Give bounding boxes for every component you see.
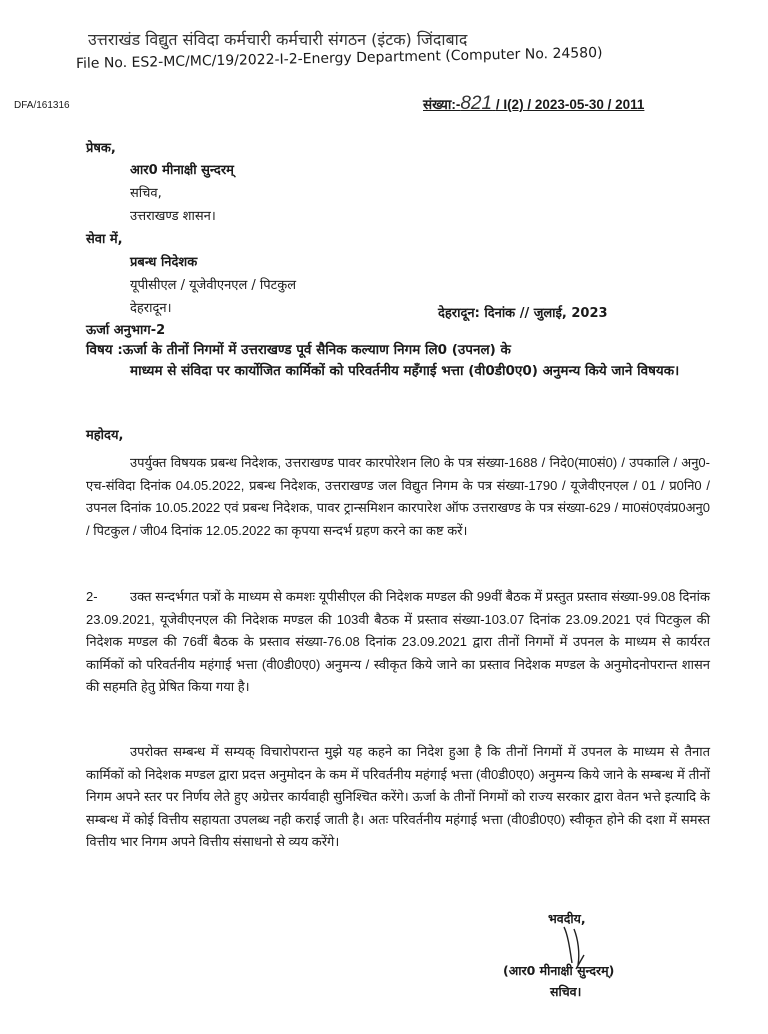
sender-label: प्रेषक,	[86, 141, 116, 156]
recipient-city: देहरादून।	[130, 301, 172, 316]
sender-name: आर0 मीनाक्षी सुन्दरम्	[130, 163, 234, 178]
valediction: भवदीय,	[548, 911, 586, 926]
sender-designation: सचिव,	[130, 186, 162, 201]
paragraph-2: 2- उक्त सन्दर्भगत पत्रों के माध्यम से कमशः यूपीसीएल की निदेशक मण्डल की 99वीं बैठक में प्रस्तुत प्रस्ताव संख्या-99.08 दिनांक 23.09.2021, यूजेवीएनएल की निदेशक मण्डल की 103वी बैठक में प्रस्ताव संख्या-103.07 दिनांक 23.09.2021 एवं पिटकुल की निदेशक मण्डल की 76वीं बैठक के प्रस्ताव संख्या-76.08 दिनांक 23.09.2021 द्वारा तीनों निगमों में उपनल के माध्यम से कार्यरत कार्मिकों को परिवर्तनीय महंगाई भत्ता (वी0डी0ए0) अनुमन्य / स्वीकृत किये जाने का प्रस्ताव निदेशक मण्डल के अनुमोदनोपरान्त शासन की सहमति हेतु प्रेषित किया गया है।	[86, 589, 710, 694]
subject	[86, 340, 710, 382]
date-line: देहरादून: दिनांक // जुलाई, 2023	[438, 306, 608, 321]
paragraph-1: उपर्युक्त विषयक प्रबन्ध निदेशक, उत्तराखण्ड पावर कारपोरेशन लि0 के पत्र संख्या-1688 / निदे0(मा0सं0) / उपकालि / अनु0-एच-संविदा दिनांक 04.05.2022, प्रबन्ध निदेशक, उत्तराखण्ड जल विद्युत निगम के पत्र संख्या-1790 / यूजेवीएनएल / 01 / प्र0नि0 / उपनल दिनांक 10.05.2022 एवं प्रबन्ध निदेशक, पावर ट्रान्समिशन कारपारेश ऑफ उत्तराखण्ड के पत्र संख्या-629 / मा0सं0एवंप्र0अनु0 / पिटकुल / जी04 दिनांक 12.05.2022 का कृपया सन्दर्भ ग्रहण करने का कष्ट करें।	[86, 455, 710, 538]
subject-line1: ऊर्जा के तीनों निगमों में उत्तराखण्ड पूर्व सैनिक कल्याण निगम लि0 (उपनल) के	[122, 342, 511, 358]
reference-rest: / I(2) / 2023-05-30 / 2011	[495, 97, 645, 112]
paragraph-3: उपरोक्त सम्बन्ध में सम्यक् विचारोपरान्त मुझे यह कहने का निदेश हुआ है कि तीनों निगमों में उपनल के माध्यम से तैनात कार्मिकों को निदेशक मण्डल द्वारा प्रदत्त अनुमोदन के कम में परिवर्तनीय महंगाई भत्ता (वी0डी0ए0) अनुमन्य किये जाने के सम्बन्ध में तीनों निगम अपने स्तर पर निर्णय लेते हुए अग्रेत्तर कार्यवाही सुनिश्चित करेंगे। ऊर्जा के तीनों निगमों को राज्य सरकार द्वारा वेतन भत्ते इत्यादि के सम्बन्ध में कोई वित्तीय सहायता उपलब्ध नही कराई जाती है। अतः परिवर्तनीय महंगाई भत्ता (वी0डी0ए0) स्वीकृत होने की दशा में समस्त वित्तीय भार निगम अपने वित्तीय संसाधनो से व्यय करेंगे।	[86, 744, 710, 849]
signatory-name: (आर0 मीनाक्षी सुन्दरम्)	[503, 963, 615, 978]
sender-office: उत्तराखण्ड शासन।	[130, 209, 216, 224]
handwritten-number: 821	[460, 93, 493, 114]
reference-number	[423, 93, 644, 115]
dfa-number: DFA/161316	[14, 100, 70, 111]
reference-label: संख्या:-	[423, 97, 461, 112]
recipient-designation: प्रबन्ध निदेशक	[130, 255, 198, 270]
section: ऊर्जा अनुभाग-2	[86, 323, 166, 338]
recipient-orgs: यूपीसीएल / यूजेवीएनएल / पिटकुल	[130, 278, 297, 293]
subject-label: विषय :	[86, 342, 123, 358]
signatory-designation: सचिव।	[550, 984, 582, 999]
letterhead: उत्तराखंड विद्युत संविदा कर्मचारी कर्मचारी संगठन (इंटक) जिंदाबाद	[88, 30, 468, 49]
file-number: File No. ES2-MC/MC/19/2022-I-2-Energy Department (Computer No. 24580)	[75, 44, 603, 72]
subject-rest: माध्यम से संविदा पर कार्योजित कार्मिकों को परिवर्तनीय महँगाई भत्ता (वी0डी0ए0) अनुमन्य किये जाने विषयक।	[130, 363, 680, 379]
recipient-label: सेवा में,	[86, 232, 123, 247]
salutation: महोदय,	[86, 428, 124, 443]
